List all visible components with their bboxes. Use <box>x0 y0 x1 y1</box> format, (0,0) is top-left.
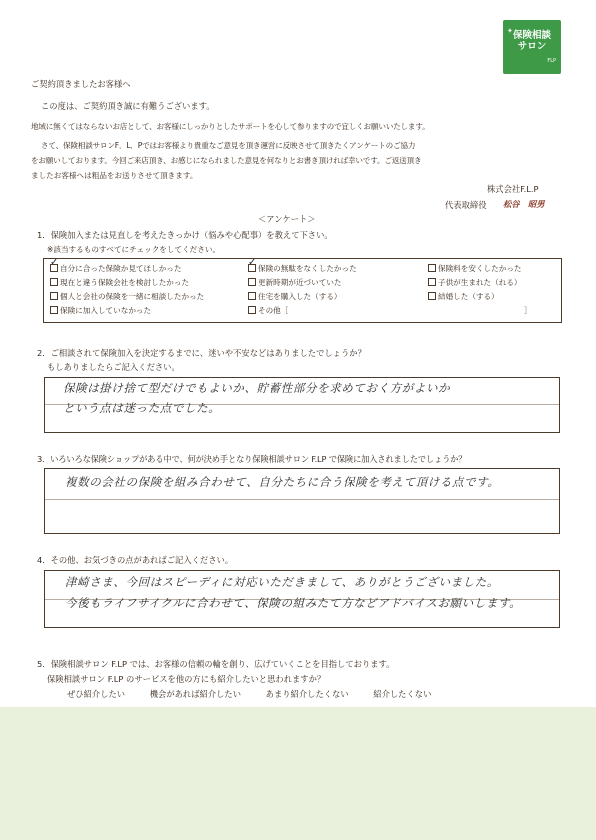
q4-answer-line1: 津崎さま、今回はスピーディに対応いただきまして、ありがとうございました。 <box>65 575 499 589</box>
checkbox[interactable] <box>428 264 436 272</box>
option-marriage[interactable]: 結婚した（する） <box>428 292 499 302</box>
q1-note: ※該当するものすべてにチェックをしてください。 <box>47 245 221 254</box>
survey-title: ＜アンケート＞ <box>258 214 316 224</box>
checkbox[interactable] <box>50 278 58 286</box>
option-personal-company[interactable]: 個人と会社の保険を一緒に相談したかった <box>50 292 204 302</box>
checkmark-icon: ✓ <box>50 257 59 268</box>
checkbox[interactable] <box>50 292 58 300</box>
option-other-insurer[interactable]: 現在と違う保険会社を検討したかった <box>50 278 189 288</box>
q5-option-definitely[interactable]: ぜひ紹介したい <box>67 689 126 699</box>
q2-question: 2．ご相談されて保険加入を決定するまでに、迷いや不安などはありましたでしょうか？ <box>37 348 366 358</box>
checkbox[interactable] <box>248 257 257 272</box>
q5-sub: 保険相談サロン F.LP のサービスを他の方にも紹介したいと思われますか？ <box>47 674 326 684</box>
logo-line3: FLP <box>547 58 556 64</box>
q2-answer-line2: という点は迷った点でした。 <box>63 401 221 415</box>
q5-option-not-really[interactable]: あまり紹介したくない <box>265 689 349 699</box>
letter-p1: この度は、ご契約頂き誠に有難うございます。 <box>41 101 215 111</box>
option-house-purchase[interactable]: 住宅を購入した（する） <box>248 292 342 302</box>
q1-question: 1．保険加入または見直しを考えたきっかけ（悩みや心配事）を教えて下さい。 <box>37 230 333 240</box>
company-name: 株式会社F.L.P <box>487 184 539 194</box>
letter-p5: ましたお客様へは粗品をお送りさせて頂きます。 <box>31 171 198 180</box>
checkbox[interactable] <box>428 278 436 286</box>
option-reduce-waste[interactable]: ✓ 保険の無駄をなくしたかった <box>248 257 357 273</box>
greeting: ご契約頂きましたお客様へ <box>31 79 131 89</box>
letter-p4: をお願いしております。今回ご来店頂き、お感じになられました意見を何なりとお書き頂ければ幸いです。ご返送頂き <box>31 156 422 165</box>
bottom-background <box>0 707 596 840</box>
q5-option-no[interactable]: 紹介したくない <box>373 689 432 699</box>
checkbox[interactable] <box>50 257 59 272</box>
q3-question: 3．いろいろな保険ショップがある中で、何が決め手となり保険相談サロン F.LP で保険に加入されましたでしょうか？ <box>37 454 467 464</box>
option-lower-premium[interactable]: 保険料を安くしたかった <box>428 264 522 274</box>
q2-answer-line1: 保険は掛け捨て型だけでもよいか、貯蓄性部分を求めておく方がよいか <box>63 381 451 395</box>
checkbox[interactable] <box>248 292 256 300</box>
q2-sub: もしありましたらご記入ください。 <box>47 362 180 372</box>
checkbox[interactable] <box>428 292 436 300</box>
logo-line1: 保険相談 <box>512 30 551 41</box>
q2-answer-box[interactable] <box>44 377 560 433</box>
logo-line2: サロン <box>517 41 547 52</box>
q4-answer-box[interactable] <box>44 570 560 628</box>
checkbox[interactable] <box>50 306 58 314</box>
q5-option-if-chance[interactable]: 機会があれば紹介したい <box>149 689 242 699</box>
checkmark-icon: ✓ <box>248 257 257 268</box>
checkbox[interactable] <box>248 306 256 314</box>
q1-checkbox-panel <box>43 258 562 323</box>
q4-answer-line2: 今後もライフサイクルに合わせて、保険の組みたて方などアドバイスお願いします。 <box>65 596 522 610</box>
option-not-insured[interactable]: 保険に加入していなかった <box>50 306 151 316</box>
option-other-bracket-close: ］ <box>524 306 532 315</box>
letter-p3: さて、保険相談サロンF．L．Pではお客様より貴重なご意見を頂き運営に反映させて頂きたくアンケートのご協力 <box>41 141 416 150</box>
rep-signature: 松谷 昭男 <box>503 199 545 209</box>
option-child-born[interactable]: 子供が生まれた（れる） <box>428 278 522 288</box>
q4-question: 4．その他、お気づきの点があればご記入ください。 <box>37 555 234 565</box>
q5-options <box>67 689 453 700</box>
option-fit-check[interactable]: ✓ 自分に合った保険か見てほしかった <box>50 257 182 273</box>
letter-p2: 地域に無くてはならないお店として、お客様にしっかりとしたサポートを心して参りますので宜しくお願いいたします。 <box>31 122 430 131</box>
checkbox[interactable] <box>248 278 256 286</box>
option-renewal[interactable]: 更新時期が近づいていた <box>248 278 342 288</box>
brand-logo <box>503 20 561 74</box>
answer-rule <box>45 499 559 500</box>
q3-answer-box[interactable] <box>44 468 560 534</box>
rep-title: 代表取締役 <box>445 200 487 210</box>
q3-answer-line1: 複数の会社の保険を組み合わせて、自分たちに合う保険を考えて頂ける点です。 <box>65 475 500 489</box>
option-other[interactable]: その他［ <box>248 306 288 316</box>
q5-question: 5．保険相談サロン F.LP では、お客様の信頼の輪を創り、広げていくことを目指しております。 <box>37 659 395 669</box>
sparkle-icon: ✦ <box>507 27 513 35</box>
